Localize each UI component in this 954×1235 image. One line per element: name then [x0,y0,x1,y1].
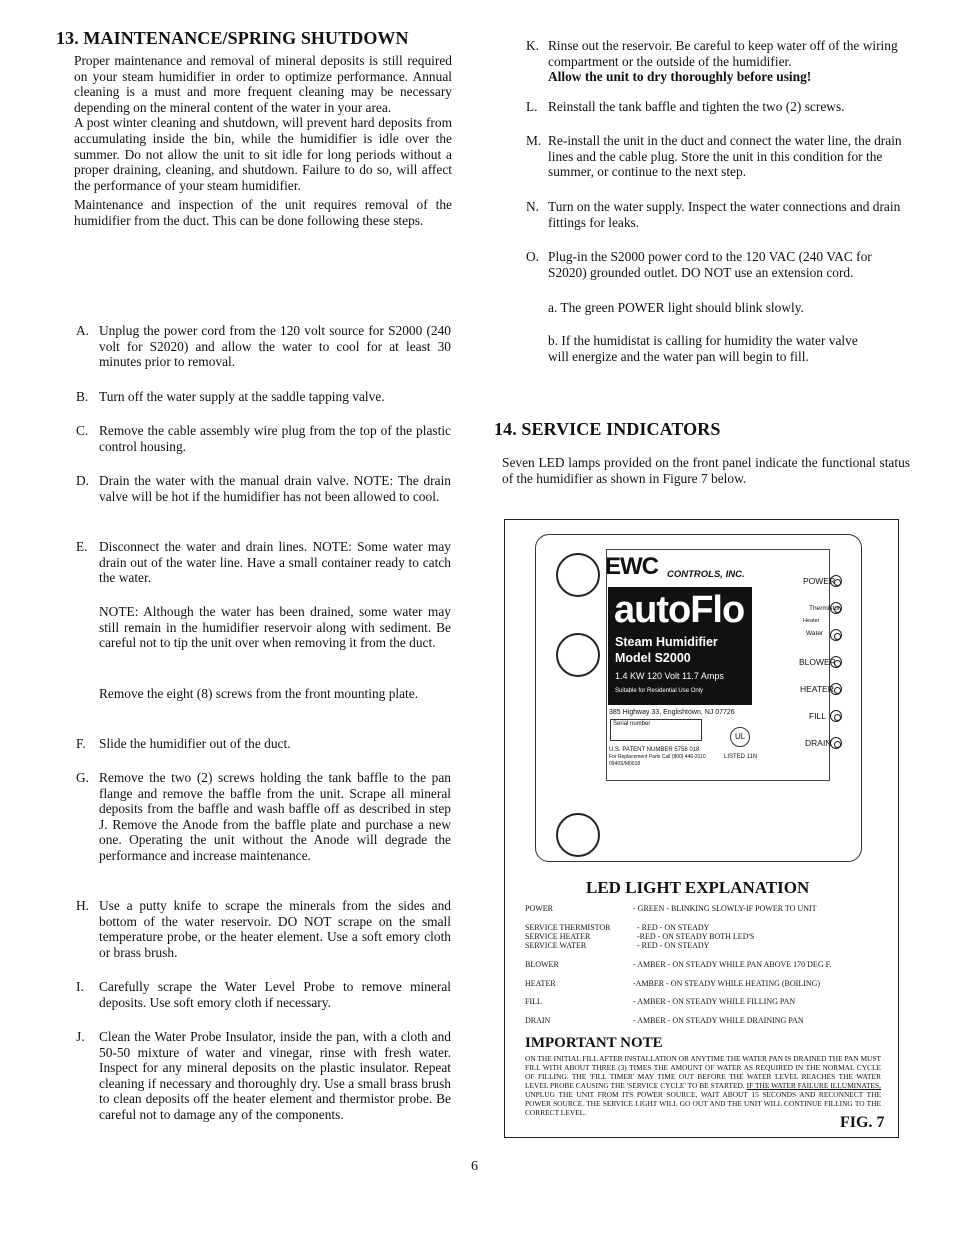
led-row-desc: -RED - ON STEADY BOTH LED'S [637,932,755,941]
panel-label-power: POWER [803,576,836,586]
listed-mark: LISTED 11N [724,754,758,760]
step-k-text: Rinse out the reservoir. Be careful to keep water off of the wiring compartment or the outside of the humidifier. [548,38,898,69]
step-letter: F. [76,736,86,751]
step-text: Unplug the power cord from the 120 volt source for S2000 (240 volt for S2020) and allow the water to cool for at least 30 minutes prior to removal. [99,323,451,370]
section-13-paragraph-1: Proper maintenance and removal of mineral deposits is still required on your steam humidifier in order to optimize performance. Annual cleaning is a must and more frequent cleaning may be necessary depending on the mineral content of the water in your area. [74,53,452,115]
water-led-icon [830,629,842,641]
panel-label-blower: BLOWER [799,657,836,667]
section-14-paragraph: Seven LED lamps provided on the front panel indicate the functional status of the humidifier as shown in Figure 7 below. [502,455,910,486]
step-j [76,1029,451,1123]
step-letter: M. [526,133,542,148]
serial-number-label: Serial number [613,721,651,727]
electrical-rating: 1.4 KW 120 Volt 11.7 Amps [615,671,724,681]
power-led-icon [830,575,842,587]
led-row-desc: -AMBER - ON STEADY WHILE HEATING (BOILING) [633,979,821,988]
step-e [76,539,451,586]
step-letter: K. [526,38,540,53]
patent-number: U.S. PATENT NUMBER 5758 018 [609,747,700,753]
label-frame [606,549,830,781]
panel-label-fill: FILL [809,711,827,721]
step-f [76,736,451,752]
panel-label-heater: Heater [803,618,820,624]
step-text: Re-install the unit in the duct and connect the water line, the drain lines and the cable plug. Store the unit in this condition for the summer, or continue to the next step. [548,133,902,180]
company-address: 385 Highway 33, Englishtown, NJ 07726 [609,709,735,716]
step-text: Turn on the water supply. Inspect the water connections and drain fittings for leaks. [548,199,901,230]
replacement-parts-note: For Replacement Parts Call (800) 446-3110 [609,754,706,760]
step-text: Reinstall the tank baffle and tighten the two (2) screws. [548,99,845,114]
step-c [76,423,451,454]
step-letter: G. [76,770,90,785]
heater-led-icon [830,683,842,695]
panel-knob-middle [556,633,600,677]
led-row-name: POWER [525,904,553,913]
led-row-name: HEATER [525,979,556,988]
led-row-desc: - AMBER - ON STEADY WHILE DRAINING PAN [633,1016,804,1025]
step-o-sub-b: b. If the humidistat is calling for humidity the water valve will energize and the water pan will begin to fill. [548,333,858,364]
led-row-name: SERVICE HEATER [525,932,591,941]
important-note-body: ON THE INITIAL FILL AFTER INSTALLATION OR ANYTIME THE WATER PAN IS DRAINED THE PAN MUST FILL WITH ABOUT THREE (3) TIMES THE AMOUNT OF WATER AS REQUIRED IN THE NORMAL CYCLE OF FILLING. THE 'FILL TIMER' MAY TIME OUT BEFORE THE WATER LEVEL REACHES THE WATER LEVEL PROBE CAUSING THE 'SERVICE CYCLE' TO BE STARTED. [525,1054,881,1090]
panel-label-water: Water [806,630,824,637]
step-text: Plug-in the S2000 power cord to the 120 VAC (240 VAC for S2020) grounded outlet. DO NOT use an extension cord. [548,249,872,280]
step-k-warning: Allow the unit to dry thoroughly before using! [548,69,812,85]
step-letter: C. [76,423,89,438]
step-text: Clean the Water Probe Insulator, inside the pan, with a cloth and 50-50 mixture of water and vinegar, rinse with fresh water. Inspect for any mineral deposits on the plastic insulator. Repeat cleaning if necessary and thoroughly dry. Use a small brass brush to clean deposits off the heater element and thermistor probe. Be careful not to damage any of the components. [99,1029,451,1122]
step-letter: L. [526,99,538,114]
step-letter: N. [526,199,540,214]
led-row-name: FILL [525,997,542,1006]
residential-notice: Suitable for Residential Use Only [615,688,704,694]
step-g [76,770,451,864]
led-row-desc: - AMBER - ON STEADY WHILE PAN ABOVE 170 DEG F. [633,960,832,969]
panel-knob-bottom [556,813,600,857]
step-letter: D. [76,473,90,488]
step-letter: E. [76,539,88,554]
led-row-desc: - GREEN - BLINKING SLOWLY-IF POWER TO UNIT [633,904,817,913]
step-letter: I. [76,979,84,994]
led-row-name: SERVICE WATER [525,941,587,950]
step-text: Slide the humidifier out of the duct. [99,736,291,751]
section-13-title: 13. MAINTENANCE/SPRING SHUTDOWN [56,28,409,48]
control-panel [535,534,862,862]
autoflo-logo: autoFlo [614,589,745,631]
step-letter: H. [76,898,90,913]
led-row-name: SERVICE THERMISTOR [525,923,611,932]
left-column [56,28,452,1122]
step-e-screws [76,686,451,702]
panel-label-heater-led: HEATER [800,684,834,694]
panel-label-drain: DRAIN [805,738,832,748]
led-row-desc: - RED - ON STEADY [637,941,710,950]
thermistor-led-icon [830,602,842,614]
step-text: NOTE: Although the water has been drained, some water may still remain in the humidifier reservoir along with sediment. Be careful not to tip the unit over when removing it from the duct. [99,604,451,651]
part-code: 0940S/M0018 [609,761,641,767]
important-note-body-2: UNPLUG THE UNIT FROM ITS POWER SOURCE, WAIT ABOUT 15 SECONDS AND RECONNECT THE POWER SOURCE. THE SERVICE LIGHT WILL GO OUT AND THE UNIT WILL CONTINUE FILLING TO THE CORRECT LEVEL. [525,1090,881,1117]
page-number: 6 [471,1159,478,1174]
panel-knob-top [556,553,600,597]
step-letter: B. [76,389,89,404]
figure-label: FIG. 7 [840,1114,885,1131]
product-name: Steam Humidifier [615,635,718,649]
step-letter: O. [526,249,540,264]
step-text: Turn off the water supply at the saddle tapping valve. [99,389,385,404]
step-e-note [76,604,451,651]
step-letter: J. [76,1029,85,1044]
important-note-underlined: IF THE WATER FAILURE ILLUMINATES, [746,1081,881,1090]
led-row-name: DRAIN [525,1016,551,1025]
led-row-desc: - RED - ON STEADY [637,923,710,932]
model-name: Model S2000 [615,651,691,665]
step-text: Use a putty knife to scrape the minerals from the sides and bottom of the water reservoir. DO NOT scrape on the small temperature probe, or the heater element. Use a soft emory cloth or brass brush. [99,898,451,960]
blower-led-icon [830,656,842,668]
step-b [76,389,451,405]
step-l [494,99,912,115]
section-13-paragraph-2: A post winter cleaning and shutdown, will prevent hard deposits from accumulating inside the bin, while the humidifier is idle over the summer. Do not allow the unit to sit idle for long periods without a proper draining, cleaning, and shutdown. Failure to do so, will affect the performance of your steam humidifier. [74,115,452,193]
step-m [494,133,912,180]
step-n [494,199,912,230]
led-row-desc: - AMBER - ON STEADY WHILE FILLING PAN [633,997,796,1006]
step-text: Remove the cable assembly wire plug from the top of the plastic control housing. [99,423,451,454]
step-i [76,979,451,1010]
step-text: Remove the eight (8) screws from the front mounting plate. [99,686,419,701]
led-row-name: BLOWER [525,960,559,969]
controls-inc-label: CONTROLS, INC. [667,569,745,580]
ewc-logo: EWC [605,553,658,580]
step-text: Carefully scrape the Water Level Probe to remove mineral deposits. Use soft emory cloth if necessary. [99,979,451,1010]
step-h [76,898,451,960]
important-note-text [525,1054,881,1117]
led-explanation-title: LED LIGHT EXPLANATION [586,878,810,897]
drain-led-icon [830,737,842,749]
panel-label-thermistor: Thermistor [809,605,841,612]
section-14-title: 14. SERVICE INDICATORS [494,419,721,439]
section-13-paragraph-3: Maintenance and inspection of the unit requires removal of the humidifier from the duct. This can be done following these steps. [74,197,452,228]
step-o [494,249,912,280]
step-letter: A. [76,323,90,338]
step-a [76,323,451,370]
step-o-sub-a: a. The green POWER light should blink slowly. [548,300,804,315]
ul-mark-text: UL [735,732,746,741]
fill-led-icon [830,710,842,722]
step-text: Drain the water with the manual drain valve. NOTE: The drain valve will be hot if the humidifier has not been allowed to cool. [99,473,451,504]
figure-7 [504,519,899,1138]
step-d [76,473,451,504]
step-text: Remove the two (2) screws holding the tank baffle to the pan flange and remove the baffle from the unit. Scrape all mineral deposits from the baffle and wash baffle off as described in step J. Remove the Anode from the baffle plate and purchase a new one. Operating the unit without the Anode will degrade the performance and increase maintenance. [99,770,451,863]
step-k [494,38,912,85]
step-text: Disconnect the water and drain lines. NOTE: Some water may drain out of the water line. Have a small container ready to catch the water. [99,539,451,586]
important-note-title: IMPORTANT NOTE [525,1035,663,1051]
step-text [548,38,912,85]
